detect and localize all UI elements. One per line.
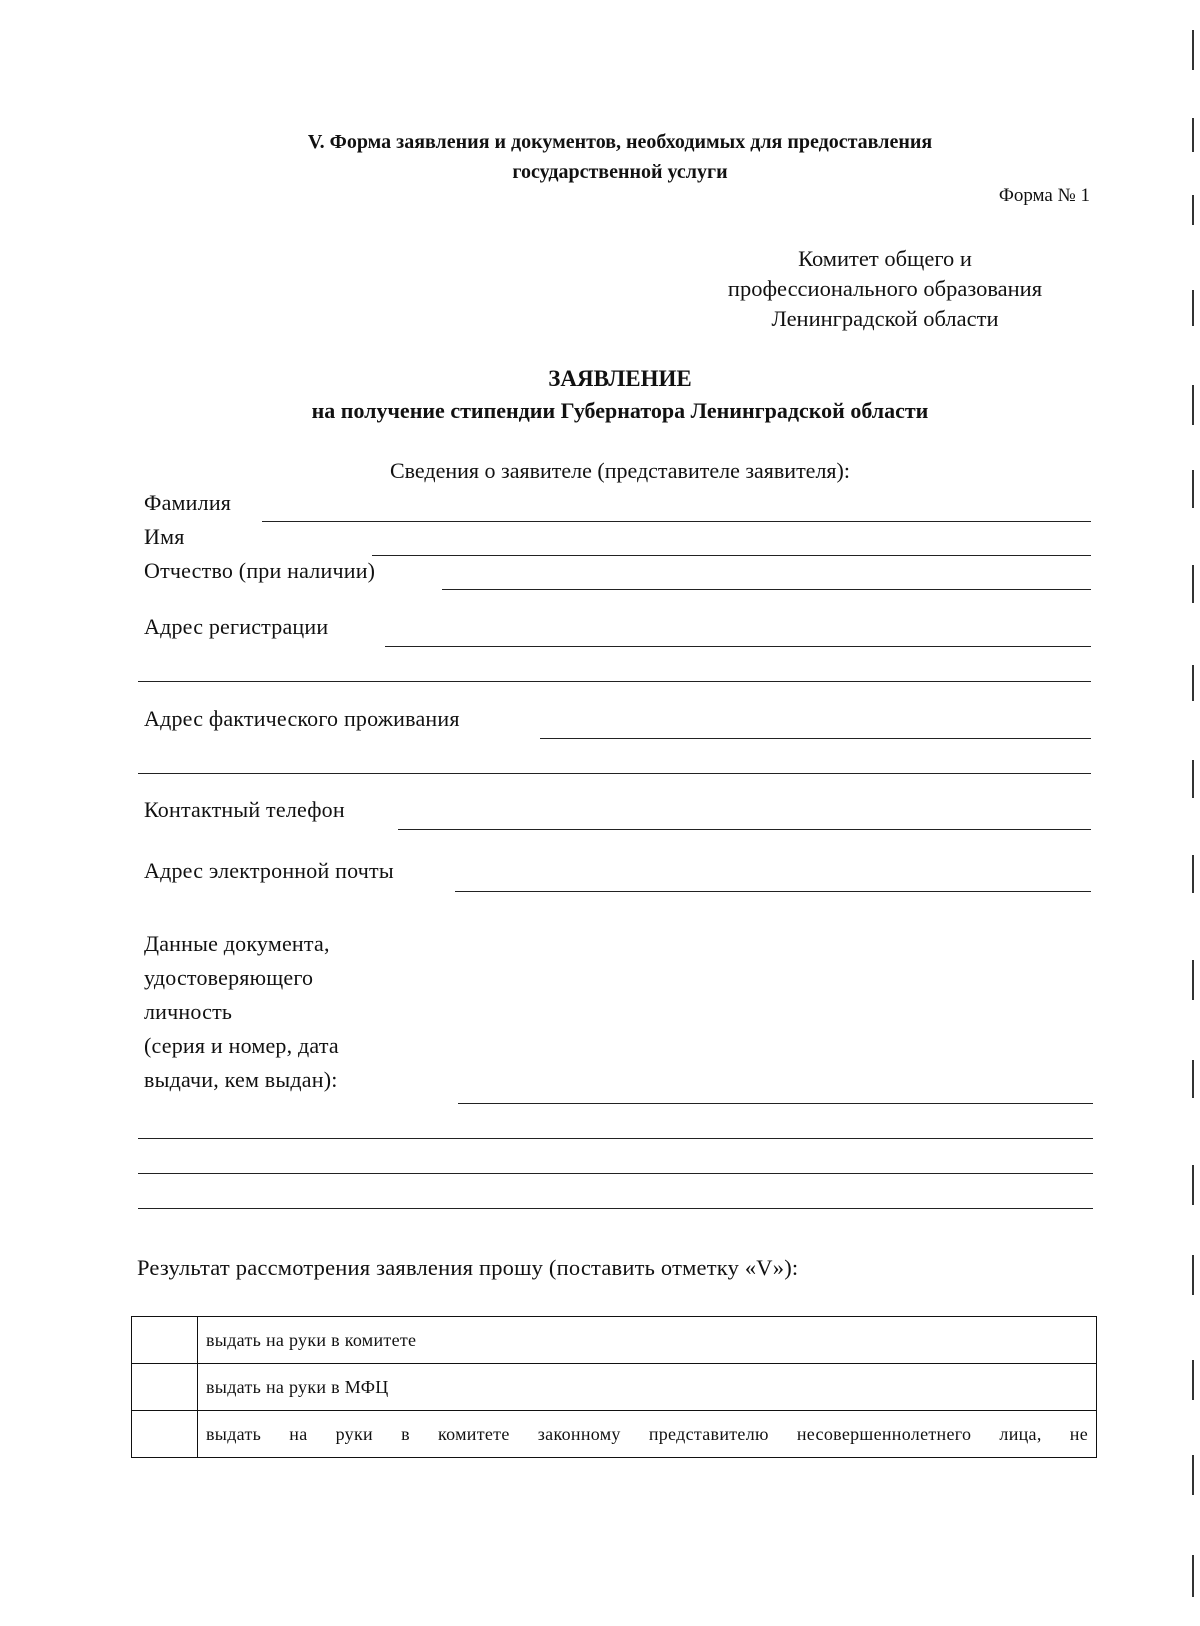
actual-address-label: Адрес фактического проживания: [144, 706, 460, 731]
surname-label: Фамилия: [144, 490, 232, 515]
result-option-checkbox-committee[interactable]: [132, 1317, 198, 1364]
patronymic-label: Отчество (при наличии): [144, 558, 376, 583]
addressee-line1: Комитет общего и: [798, 246, 972, 271]
name-field[interactable]: [372, 555, 1091, 556]
email-field[interactable]: [455, 891, 1091, 892]
id-document-label: [144, 927, 339, 1097]
addressee-line2: профессионального образования: [727, 276, 1043, 301]
result-option-checkbox-mfc[interactable]: [132, 1364, 198, 1411]
id-document-field-continued-1[interactable]: [138, 1138, 1093, 1139]
section-heading-line1: V. Форма заявления и документов, необходимых для предоставления: [307, 131, 933, 153]
id-document-label-line2: удостоверяющего: [144, 965, 314, 990]
applicant-section-title: Сведения о заявителе (представителе заявителя):: [389, 458, 850, 483]
scan-edge-mark: [1192, 118, 1194, 152]
result-option-label: выдать на руки в комитете: [198, 1317, 1097, 1364]
scan-edge-mark: [1192, 385, 1194, 425]
result-option-label: выдать на руки в МФЦ: [198, 1364, 1097, 1411]
id-document-label-line1: Данные документа,: [144, 931, 330, 956]
scan-edge-mark: [1192, 470, 1194, 508]
id-document-label-line5: выдачи, кем выдан):: [144, 1067, 338, 1092]
id-document-label-line3: личность: [144, 999, 233, 1024]
actual-address-field[interactable]: [540, 738, 1091, 739]
actual-address-field-continued[interactable]: [138, 773, 1091, 774]
patronymic-field[interactable]: [442, 589, 1091, 590]
scan-edge-mark: [1192, 1360, 1194, 1400]
result-options-table: [131, 1316, 1097, 1458]
scan-edge-mark: [1192, 195, 1194, 225]
result-option-row: [132, 1317, 1097, 1364]
scan-edge-mark: [1192, 290, 1194, 326]
name-label: Имя: [144, 524, 185, 549]
result-prompt: Результат рассмотрения заявления прошу (поставить отметку «V»):: [137, 1255, 799, 1280]
result-option-row: [132, 1411, 1097, 1458]
registration-address-field-continued[interactable]: [138, 681, 1091, 682]
id-document-label-line4: (серия и номер, дата: [144, 1033, 339, 1058]
scan-edge-mark: [1192, 1555, 1194, 1597]
scan-edge-mark: [1192, 960, 1194, 1000]
phone-field[interactable]: [398, 829, 1091, 830]
addressee-line3: Ленинградской области: [771, 306, 999, 331]
email-label: Адрес электронной почты: [144, 858, 394, 883]
scan-edge-mark: [1192, 30, 1194, 70]
surname-field[interactable]: [262, 521, 1091, 522]
scan-edge-mark: [1192, 855, 1194, 893]
result-option-checkbox-legal-representative[interactable]: [132, 1411, 198, 1458]
section-heading-line2: государственной услуги: [512, 161, 728, 183]
result-option-row: [132, 1364, 1097, 1411]
scan-edge-mark: [1192, 1255, 1194, 1295]
scan-edge-mark: [1192, 565, 1194, 603]
registration-address-field[interactable]: [385, 646, 1091, 647]
document-subtitle: на получение стипендии Губернатора Ленинградской области: [311, 398, 929, 423]
scan-edge-mark: [1192, 1165, 1194, 1205]
scan-edge-mark: [1192, 665, 1194, 701]
phone-label: Контактный телефон: [144, 797, 345, 822]
id-document-field-continued-3[interactable]: [138, 1208, 1093, 1209]
addressee-block: [660, 244, 1110, 334]
document-title: ЗАЯВЛЕНИЕ: [548, 366, 692, 391]
scan-edge-mark: [1192, 1060, 1194, 1098]
id-document-field[interactable]: [458, 1103, 1093, 1104]
scan-edge-mark: [1192, 1455, 1194, 1495]
form-number: Форма № 1: [998, 185, 1090, 206]
registration-address-label: Адрес регистрации: [144, 614, 329, 639]
result-option-label: выдать на руки в комитете законному представителю несовершеннолетнего лица, не: [198, 1411, 1097, 1458]
scan-edge-mark: [1192, 760, 1194, 798]
id-document-field-continued-2[interactable]: [138, 1173, 1093, 1174]
